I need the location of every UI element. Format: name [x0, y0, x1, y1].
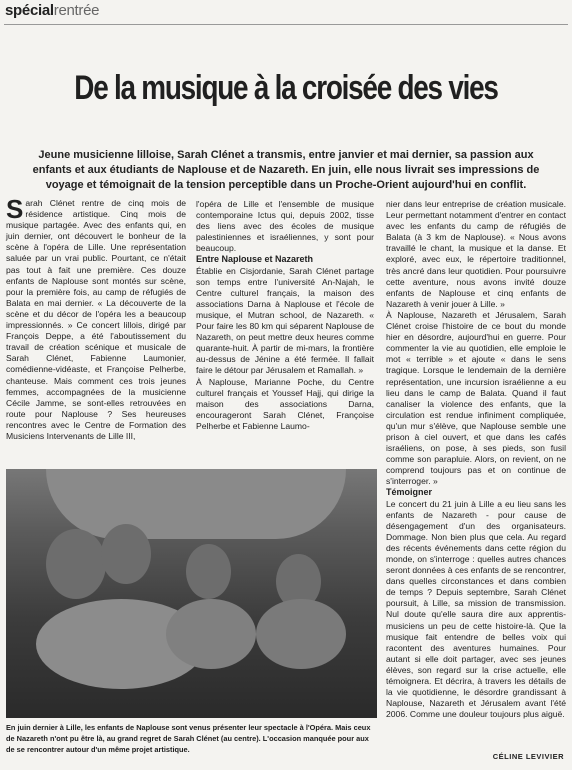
section-tag	[5, 2, 99, 19]
photo-figure	[256, 599, 346, 669]
article-photo	[6, 469, 377, 718]
photo-arch	[46, 469, 346, 539]
photo-figure	[166, 599, 256, 669]
section-tag-light: rentrée	[53, 2, 100, 19]
column-2	[196, 199, 374, 432]
column-3	[386, 199, 566, 720]
photo-caption: En juin dernier à Lille, les enfants de Naplouse sont venus présenter leur spectacle à l'Opéra. Mais ceux de Nazareth n'ont pu être là, au grand regret de Sarah Clénet (au centre). L'occasion manquée pour aux de se rencontrer autour d'un même projet artistique.	[6, 723, 371, 754]
col3-paragraph-2: À Naplouse, Nazareth et Jérusalem, Sarah Clénet croise l'histoire de ce bout du monde hier en désordre, aujourd'hui en guerre. Pour commenter la vie au quotidien, elle emploie le mot « terrible » et ajoute « dans le sens tragique. Lorsque le lendemain de la dernière représentation, une incursion israélienne a eu lieu dans le camp de Balata. Quand il faut canaliser la violence des enfants, que la circulation est rendue infiniment compliquée, qu'un mur s'élève, que Naplouse semble une prison à ciel ouvert, et que dans les cafés israéliens, on pose, à ses pieds, son fusil comme son parapluie. Alors, on revient, on ne comprend toujours pas et on continue de s'interroger. »	[386, 309, 566, 487]
column-1	[6, 194, 186, 442]
photo-figure	[101, 524, 151, 584]
section-divider	[4, 24, 568, 25]
section-tag-bold: spécial	[5, 2, 54, 19]
article-lead: Jeune musicienne lilloise, Sarah Clénet a transmis, entre janvier et mai dernier, sa passion aux enfants et aux étudiants de Naplouse et de Nazareth. En juin, elle nous livrait ses impressions de voyage et témoignait de la tension perceptible dans un Proche-Orient aujourd'hui en conflit.	[32, 149, 540, 191]
col3-paragraph-3: Le concert du 21 juin à Lille a eu lieu sans les enfants de Nazareth - pour cause de désengagement d'un des organisateurs. Dommage. Non bien plus que cela. Au regard des récents événements dans cette région du monde, on s'interroge : quelles autres chances seront données à ces enfants de se rencontrer, dans quelles circonstances et dans combien de temps ? Depuis septembre, Sarah Clénet poursuit, à Lille, sa mission de transmission. Nul doute qu'elle saura dire aux apprentis-musiciens un peu de cette histoire-là. Que la musique fait entendre de belles voix qui racontent des aventures humaines. Pour autant si elle doit partager, avec ses jeunes élèves, son regard sur la crise actuelle, elle témoignera. Et décrira, à travers les détails de la vie quotidienne, le désordre grandissant à Naplouse, Nazareth et Jérusalem avant l'été 2006. Comme une douleur toujours plus aiguë.	[386, 498, 566, 720]
col2-paragraph-2: Établie en Cisjordanie, Sarah Clénet partage son temps entre l'université An-Najah, le Centre culturel français, la maison des associations Darna à Naplouse et l'école de musique, el Mutran school, de Nazareth. « Pour faire les 80 km qui séparent Naplouse de Nazareth, on peut mettre deux heures comme quarante-huit. À partir de mi-mars, la frontière au-dessus de Jénine a été fermée. Il fallait faire le détour par Jérusalem et Ramallah. »	[196, 265, 374, 376]
drop-cap: S	[6, 194, 24, 224]
col2-paragraph-3: À Naplouse, Marianne Poche, du Centre culturel français et Youssef Hajj, qui dirige la maison des associations Darna, encourageront Sarah Clénet, Françoise Pelherbe et Fabienne Laumo-	[196, 376, 374, 431]
col2-paragraph-1: l'opéra de Lille et l'ensemble de musique contemporaine Ictus qui, depuis 2002, tisse des liens avec des écoles de musique palestiniennes et israéliennes, y sont pour beaucoup.	[196, 199, 374, 254]
col1-paragraph: arah Clénet rentre de cinq mois de résidence artistique. Cinq mois de musique partagée. Avec des enfants qui, en juin dernier, ont découvert le bonheur de la scène à l'opéra de Lille. Une représentation saluée par un vrai public. Pourtant, ce n'était pas tout à fait une première. Ces douze enfants de Naplouse sont montés sur scène, pour la première fois, au camp de réfugiés de Balata en mai dernier. « La découverte de la scène et du décor de l'opéra les a beaucoup impressionnés. » Ce concert lillois, dirigé par François Deppe, a été l'aboutissement du travail de création scénique et musicale de Sarah Clénet, Fabienne Laumonier, comédienne-vidéaste, et Françoise Pelherbe, chanteuse. Mais comment ces trois jeunes femmes, accompagnées de la musicienne Cécile Jamme, se sont-elles retrouvées en route pour Naplouse ? Ses heureuses rencontres avec le Centre de Formation des Musiciens Intervenants de Lille III,	[6, 198, 186, 441]
photo-figure	[46, 529, 106, 599]
subhead-naplouse-nazareth: Entre Naplouse et Nazareth	[196, 254, 314, 265]
author-byline: CÉLINE LEVIVIER	[492, 752, 564, 761]
article-headline: De la musique à la croisée des vies	[74, 69, 498, 107]
col3-paragraph-1: nier dans leur entreprise de création musicale. Leur permettant notamment d'entrer en contact avec les enfants du camp de réfugiés de Balata (à 3 km de Naplouse). « Nous avons travaillé le chant, la musique et la danse. Et exploré, avec eux, le répertoire traditionnel, très ancré dans leur quotidien. Pour poursuivre cette aventure, nous avons invité douze enfants de Naplouse et cinq enfants de Nazareth à venir jouer à Lille. »	[386, 199, 566, 309]
photo-figure	[186, 544, 231, 599]
subhead-temoigner: Témoigner	[386, 487, 433, 498]
